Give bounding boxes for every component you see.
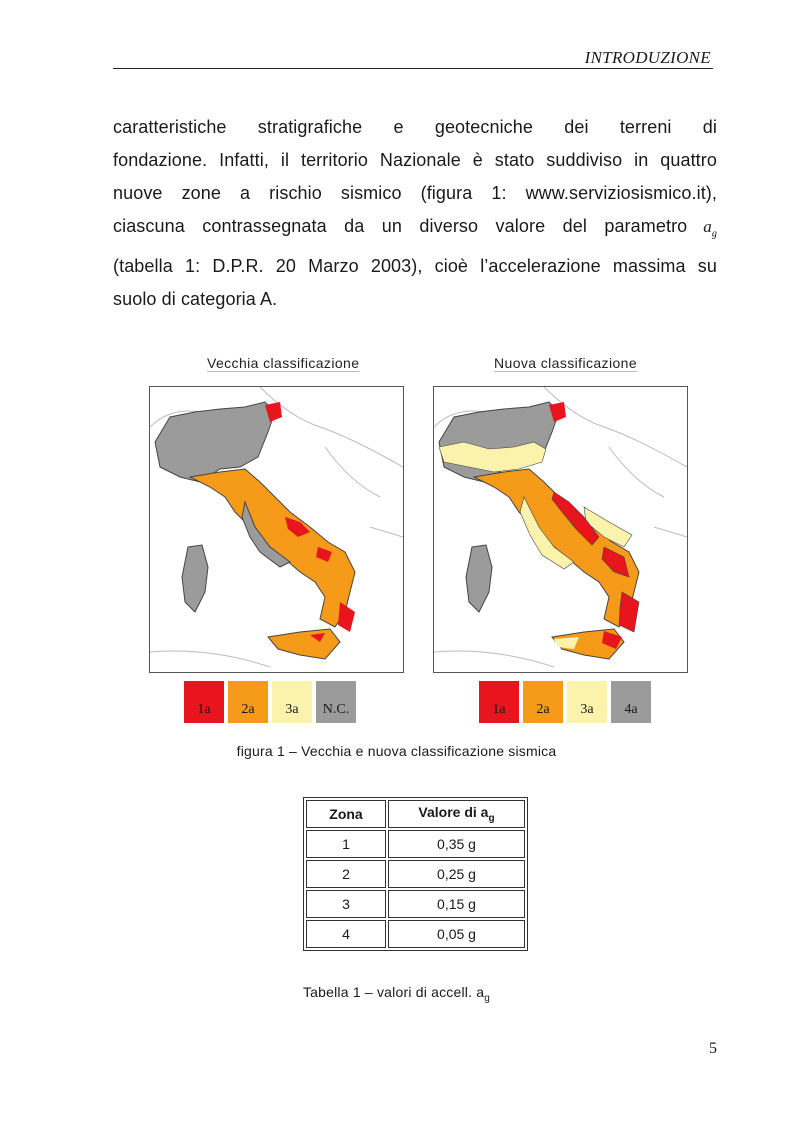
zona-cell: 1: [306, 830, 386, 858]
legend-swatch: 3a: [272, 681, 312, 723]
zona-cell: 4: [306, 920, 386, 948]
acceleration-table: [303, 797, 528, 951]
zona-cell: 2: [306, 860, 386, 888]
valore-header: Valore di $a_g$: [388, 800, 525, 828]
legend-swatch: N.C.: [316, 681, 356, 723]
valore-cell: 0,15 g: [388, 890, 525, 918]
sardinia-shape: [466, 545, 492, 612]
legend-swatch: 1a: [479, 681, 519, 723]
text-line: fondazione. Infatti, il territorio Nazionale è stato suddiviso in quattro: [113, 150, 717, 170]
peninsula-shape: [190, 469, 355, 627]
valore-cell: 0,35 g: [388, 830, 525, 858]
zona-header: Zona: [306, 800, 386, 828]
peninsula-shape: [474, 469, 639, 627]
old-classification-legend: [184, 681, 356, 723]
text-line: nuove zone a rischio sismico (figura 1: www.serviziosismico.it),: [113, 183, 717, 203]
red-zone-calabria: [338, 602, 355, 632]
north-region-shape: [155, 402, 275, 482]
body-paragraph: [113, 111, 717, 316]
text-line: (tabella 1: D.P.R. 20 Marzo 2003), cioè l’accelerazione massima su: [113, 256, 717, 277]
new-classification-map: [433, 386, 688, 673]
legend-swatch: 4a: [611, 681, 651, 723]
red-zone-calabria: [619, 592, 639, 632]
text-line: ciascuna contrassegnata da un diverso valore del parametro: [113, 216, 688, 236]
legend-swatch: 2a: [228, 681, 268, 723]
table-row: [306, 830, 525, 858]
valore-cell: 0,05 g: [388, 920, 525, 948]
valore-cell: 0,25 g: [388, 860, 525, 888]
legend-swatch: 1a: [184, 681, 224, 723]
zona-cell: 3: [306, 890, 386, 918]
page-header: [113, 46, 713, 69]
chapter-title: INTRODUZIONE: [584, 48, 711, 67]
text-line: suolo di categoria A.: [113, 289, 278, 310]
table-row: [306, 860, 525, 888]
table-caption: Tabella 1 – valori di accell. $a_g$: [302, 984, 491, 1004]
text-line: caratteristiche stratigrafiche e geotecniche dei terreni di: [113, 117, 717, 137]
sardinia-shape: [182, 545, 208, 612]
new-classification-legend: [479, 681, 651, 723]
right-map-title: Nuova classificazione: [494, 355, 638, 371]
table-row: [306, 890, 525, 918]
param-symbol: $a_g$: [703, 217, 717, 240]
old-classification-map: [149, 386, 404, 673]
legend-swatch: 3a: [567, 681, 607, 723]
left-map-title: Vecchia classificazione: [207, 355, 360, 371]
legend-swatch: 2a: [523, 681, 563, 723]
figure-caption: figura 1 – Vecchia e nuova classificazione sismica: [236, 743, 557, 759]
table-row: [306, 920, 525, 948]
page-number: 5: [709, 1040, 717, 1057]
text-line-with-param: [113, 210, 717, 250]
table-header-row: [306, 800, 525, 828]
sicily-shape: [268, 629, 340, 659]
